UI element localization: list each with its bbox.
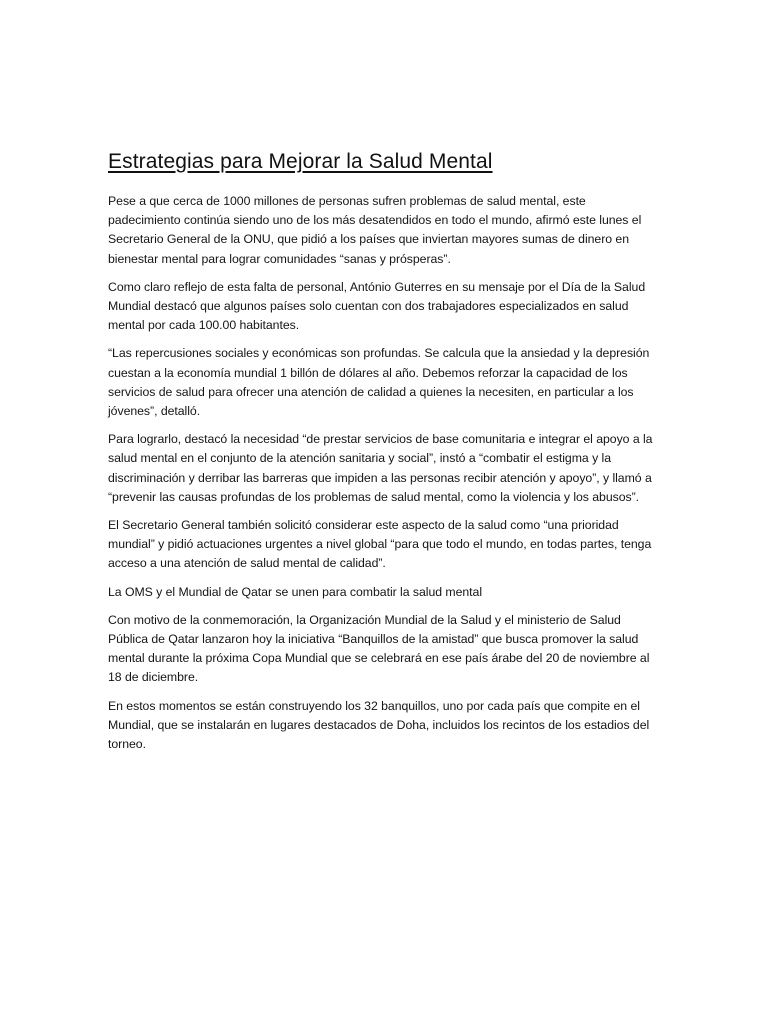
document-title: Estrategias para Mejorar la Salud Mental — [108, 150, 493, 173]
paragraph-friendship-benches: Con motivo de la conmemoración, la Organización Mundial de la Salud y el ministerio de Salud Pública de Qatar lanzaron hoy la iniciativa “Banquillos de la amistad” que busca promover la salud mental durante la próxima Copa Mundial que se celebrará en ese país árabe del 20 de noviembre al 18 de diciembre. — [108, 612, 650, 685]
paragraph-community-services: Para lograrlo, destacó la necesidad “de prestar servicios de base comunitaria e integrar el apoyo a la salud mental en el conjunto de la atención sanitaria y social”, instó a “combatir el estigma y la discriminación y derribar las barreras que impiden a las personas recibir atención y apoyo”, y llamó a “prevenir las causas profundas de los problemas de salud mental, como la violencia y los abusos”. — [108, 432, 653, 504]
subheading-oms-qatar: La OMS y el Mundial de Qatar se unen para combatir la salud mental — [108, 584, 483, 599]
paragraph-guterres-message: Como claro reflejo de esta falta de personal, António Guterres en su mensaje por el Día de la Salud Mundial destacó que algunos países solo cuentan con dos trabajadores especializados en salud mental por cada 100.00 habitantes. — [108, 279, 646, 333]
paragraph-benches-construction: En estos momentos se están construyendo los 32 banquillos, uno por cada país que compite en el Mundial, que se instalarán en lugares destacados de Doha, incluidos los recintos de los estadios del torneo. — [108, 698, 650, 752]
paragraph-intro: Pese a que cerca de 1000 millones de personas sufren problemas de salud mental, este padecimiento continúa siendo uno de los más desatendidos en todo el mundo, afirmó este lunes el Secretario General de la ONU, que pidió a los países que inviertan mayores sumas de dinero en bienestar mental para lograr comunidades “sanas y prósperas”. — [108, 194, 642, 266]
paragraph-quote-repercussions: “Las repercusiones sociales y económicas son profundas. Se calcula que la ansiedad y la depresión cuestan a la economía mundial 1 billón de dólares al año. Debemos reforzar la capacidad de los servicios de salud para ofrecer una atención de calidad a quienes la necesiten, en particular a los jóvenes”, detalló. — [108, 346, 650, 419]
document-page — [108, 150, 660, 763]
paragraph-global-priority: El Secretario General también solicitó considerar este aspecto de la salud como “una prioridad mundial” y pidió actuaciones urgentes a nivel global “para que todo el mundo, en todas partes, tenga acceso a una atención de salud mental de calidad”. — [108, 518, 652, 571]
